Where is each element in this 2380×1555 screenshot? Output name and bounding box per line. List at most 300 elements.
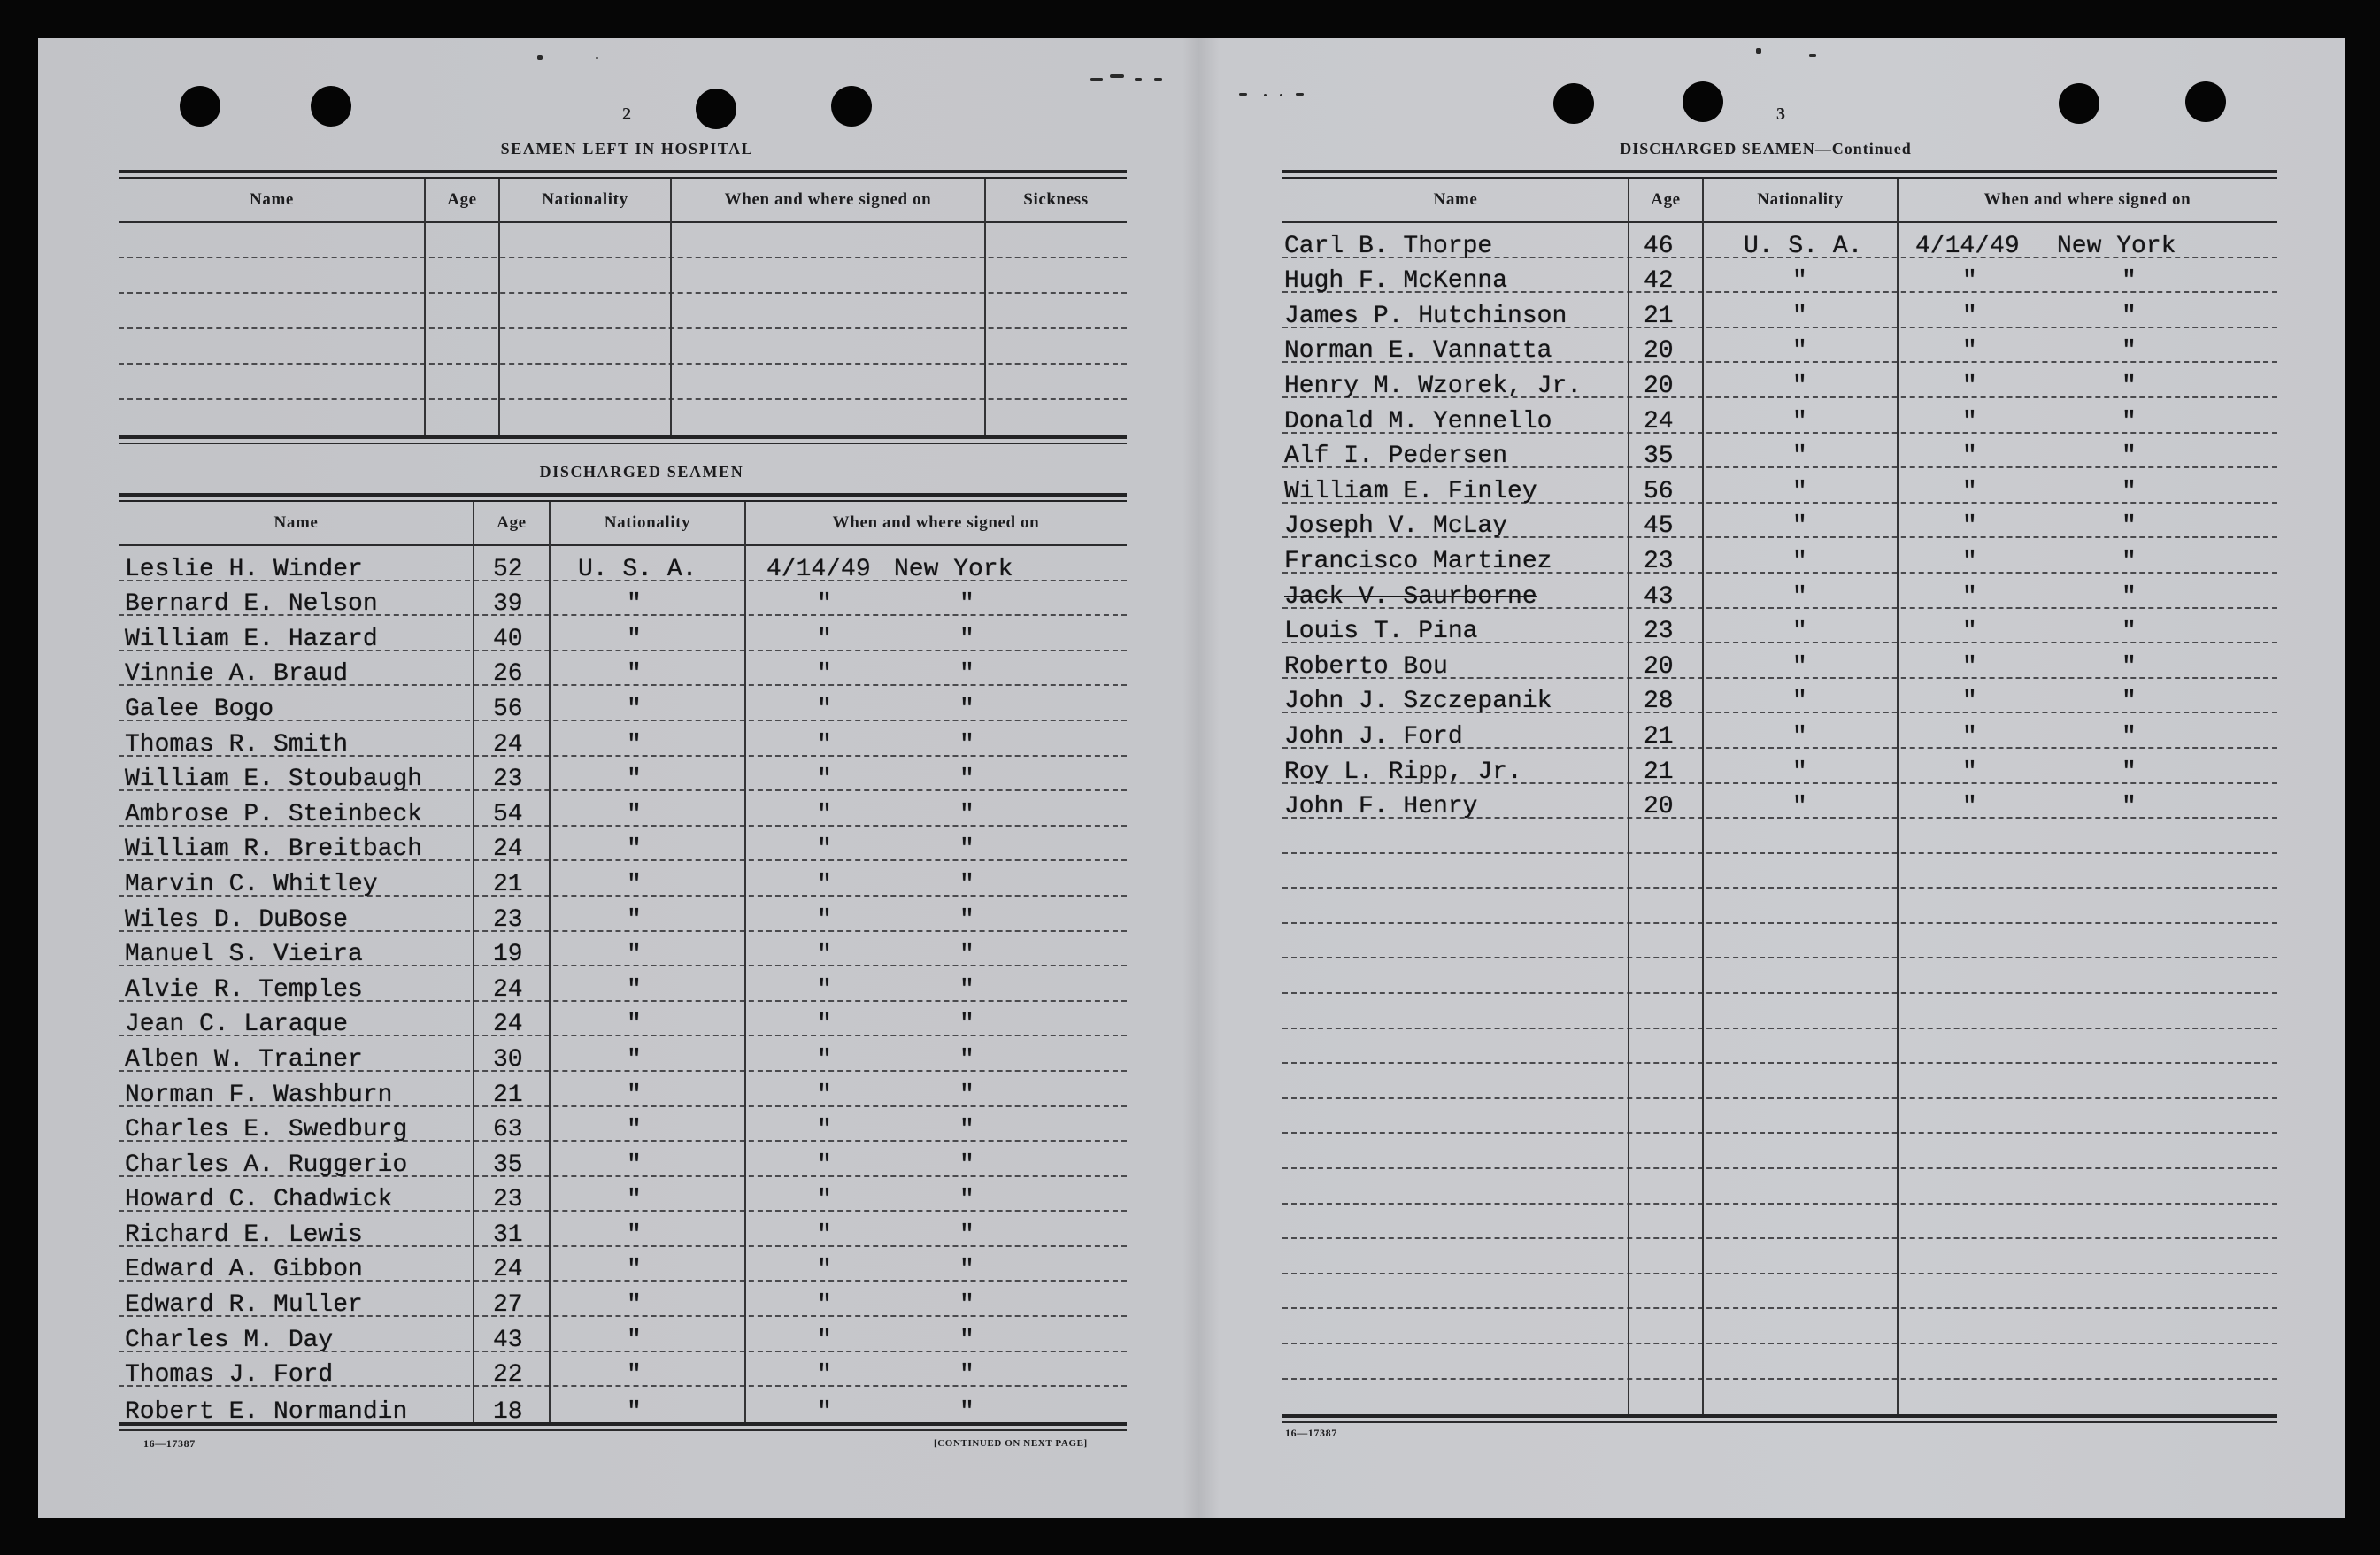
ditto-mark: ": [959, 1186, 974, 1214]
ditto-mark: ": [627, 975, 642, 1004]
seaman-age: 22: [493, 1361, 523, 1389]
ditto-mark: ": [817, 766, 832, 794]
seaman-age: 63: [493, 1116, 523, 1144]
blank-row: [119, 294, 1127, 329]
ditto-mark: ": [2122, 722, 2137, 751]
ditto-mark: ": [1792, 793, 1807, 821]
blank-row: [1282, 1064, 2277, 1099]
ditto-mark: ": [959, 905, 974, 934]
blank-row: [1282, 889, 2277, 924]
ditto-mark: ": [959, 1256, 974, 1284]
ditto-mark: ": [627, 660, 642, 689]
ditto-mark: ": [1962, 302, 1977, 330]
ditto-mark: ": [1792, 547, 1807, 575]
column-header-name: Name: [1433, 190, 1478, 209]
seaman-age: 23: [493, 1186, 523, 1214]
seaman-age: 54: [493, 800, 523, 828]
column-divider: [1628, 179, 1629, 1414]
seaman-age: 21: [493, 1081, 523, 1109]
scan-speck: [1135, 78, 1142, 81]
ditto-mark: ": [627, 800, 642, 828]
seaman-place: New York: [2057, 232, 2176, 260]
ditto-mark: ": [627, 1151, 642, 1179]
blank-row: [1282, 1134, 2277, 1169]
ditto-mark: ": [627, 1220, 642, 1249]
punch-hole: [180, 86, 220, 127]
table-bottom-rule: [119, 435, 1127, 444]
column-header-age: Age: [497, 513, 527, 532]
seaman-row: [1282, 574, 2277, 609]
seaman-row: [1282, 643, 2277, 679]
seaman-name: Robert E. Normandin: [125, 1397, 408, 1426]
ditto-mark: ": [817, 1291, 832, 1320]
blank-row: [1282, 1029, 2277, 1065]
punch-hole: [696, 89, 736, 129]
seaman-name: Charles M. Day: [125, 1326, 334, 1354]
blank-row: [1282, 1205, 2277, 1240]
blank-row: [119, 223, 1127, 258]
seaman-name: Carl B. Thorpe: [1284, 232, 1493, 260]
blank-row: [1282, 1099, 2277, 1135]
column-divider: [744, 502, 746, 1422]
seaman-row: [119, 1212, 1127, 1247]
seaman-name: Manuel S. Vieira: [125, 941, 363, 969]
seaman-row: [119, 1036, 1127, 1072]
ditto-mark: ": [1962, 267, 1977, 296]
seaman-age: 23: [1644, 547, 1674, 575]
ditto-mark: ": [817, 800, 832, 828]
seaman-age: 20: [1644, 337, 1674, 366]
ditto-mark: ": [1792, 722, 1807, 751]
ditto-mark: ": [2122, 547, 2137, 575]
punch-hole: [1553, 83, 1594, 124]
scan-speck: [1090, 78, 1103, 81]
seaman-row: [1282, 258, 2277, 294]
ditto-mark: ": [2122, 652, 2137, 681]
seaman-age: 27: [493, 1291, 523, 1320]
ditto-mark: ": [959, 1011, 974, 1039]
blank-row: [1282, 924, 2277, 959]
continued-note: [CONTINUED ON NEXT PAGE]: [934, 1438, 1088, 1449]
column-divider: [424, 179, 426, 435]
seaman-row: [1282, 468, 2277, 504]
ditto-mark: ": [817, 1220, 832, 1249]
seaman-row: [119, 966, 1127, 1002]
seaman-age: 56: [1644, 477, 1674, 505]
seaman-name: Vinnie A. Braud: [125, 660, 349, 689]
seaman-name: Norman F. Washburn: [125, 1081, 393, 1109]
ditto-mark: ": [2122, 443, 2137, 471]
ditto-mark: ": [959, 941, 974, 969]
column-divider: [984, 179, 986, 435]
ditto-mark: ": [1962, 407, 1977, 435]
ditto-mark: ": [627, 1081, 642, 1109]
ditto-mark: ": [2122, 512, 2137, 541]
ditto-mark: ": [627, 905, 642, 934]
ditto-mark: ": [817, 1326, 832, 1354]
ditto-mark: ": [959, 975, 974, 1004]
column-divider: [1702, 179, 1704, 1414]
seaman-date: 4/14/49: [766, 555, 871, 583]
ditto-mark: ": [1962, 547, 1977, 575]
seaman-name: Donald M. Yennello: [1284, 407, 1552, 435]
blank-row: [119, 365, 1127, 400]
ditto-mark: ": [1792, 443, 1807, 471]
scan-speck: [1264, 94, 1267, 96]
seaman-row: [119, 546, 1127, 581]
seaman-row: [1282, 363, 2277, 398]
ditto-mark: ": [959, 870, 974, 898]
seaman-row: [1282, 784, 2277, 820]
column-header-age: Age: [1651, 190, 1681, 209]
column-header-signed-on: When and where signed on: [724, 190, 932, 209]
ditto-mark: ": [1962, 372, 1977, 400]
seaman-name: William E. Hazard: [125, 625, 378, 653]
ditto-mark: ": [2122, 267, 2137, 296]
column-header-signed-on: When and where signed on: [832, 513, 1040, 532]
seaman-age: 35: [1644, 443, 1674, 471]
ditto-mark: ": [1962, 443, 1977, 471]
ditto-mark: ": [1962, 652, 1977, 681]
seaman-age: 24: [1644, 407, 1674, 435]
seaman-age: 31: [493, 1220, 523, 1249]
seaman-row: [119, 1107, 1127, 1143]
seaman-name: John J. Szczepanik: [1284, 688, 1552, 716]
table-body: [1282, 223, 2277, 1414]
seaman-age: 21: [1644, 758, 1674, 786]
ditto-mark: ": [817, 660, 832, 689]
column-divider: [473, 502, 474, 1422]
ditto-mark: ": [959, 835, 974, 864]
seaman-age: 28: [1644, 688, 1674, 716]
seaman-name: William R. Breitbach: [125, 835, 423, 864]
ditto-mark: ": [627, 1256, 642, 1284]
seaman-name: Alf I. Pedersen: [1284, 443, 1508, 471]
ditto-mark: ": [959, 1397, 974, 1426]
table-header-row: [1282, 179, 2277, 223]
seamen-left-in-hospital-table: [119, 170, 1127, 444]
ditto-mark: ": [817, 1116, 832, 1144]
ditto-mark: ": [959, 766, 974, 794]
seaman-name: Jack V. Saurborne: [1284, 582, 1537, 611]
seaman-name: Galee Bogo: [125, 695, 274, 723]
seaman-age: 43: [493, 1326, 523, 1354]
ditto-mark: ": [627, 1291, 642, 1320]
seaman-date: 4/14/49: [1915, 232, 2020, 260]
ditto-mark: ": [1792, 337, 1807, 366]
ditto-mark: ": [959, 730, 974, 758]
seaman-row: [1282, 538, 2277, 574]
blank-row: [119, 258, 1127, 294]
seaman-age: 26: [493, 660, 523, 689]
seaman-row: [1282, 713, 2277, 749]
ditto-mark: ": [817, 1045, 832, 1074]
seaman-row: [119, 1247, 1127, 1282]
ditto-mark: ": [959, 1081, 974, 1109]
seaman-name: Alben W. Trainer: [125, 1045, 363, 1074]
seaman-name: Thomas J. Ford: [125, 1361, 334, 1389]
seaman-age: 42: [1644, 267, 1674, 296]
seaman-place: New York: [894, 555, 1013, 583]
blank-row: [1282, 1309, 2277, 1344]
discharged-section-title: DISCHARGED SEAMEN: [539, 463, 744, 481]
seaman-name: Alvie R. Temples: [125, 975, 363, 1004]
seaman-nationality: U. S. A.: [578, 555, 697, 583]
seaman-name: Charles E. Swedburg: [125, 1116, 408, 1144]
punch-hole: [2185, 81, 2226, 122]
ditto-mark: ": [959, 1291, 974, 1320]
seaman-name: Hugh F. McKenna: [1284, 267, 1508, 296]
blank-row: [1282, 1274, 2277, 1310]
ditto-mark: ": [1792, 652, 1807, 681]
seaman-name: Thomas R. Smith: [125, 730, 349, 758]
seaman-row: [119, 932, 1127, 967]
seaman-row: [119, 616, 1127, 651]
seaman-age: 21: [493, 870, 523, 898]
seaman-name: Francisco Martinez: [1284, 547, 1552, 575]
ditto-mark: ": [817, 905, 832, 934]
column-header-name: Name: [250, 190, 294, 209]
seaman-age: 45: [1644, 512, 1674, 541]
ditto-mark: ": [1962, 582, 1977, 611]
ditto-mark: ": [817, 625, 832, 653]
seaman-age: 21: [1644, 722, 1674, 751]
seaman-row: [1282, 328, 2277, 364]
ditto-mark: ": [2122, 477, 2137, 505]
ditto-mark: ": [627, 1045, 642, 1074]
ditto-mark: ": [627, 941, 642, 969]
seaman-name: Norman E. Vannatta: [1284, 337, 1552, 366]
seaman-row: [119, 1072, 1127, 1107]
seaman-age: 39: [493, 590, 523, 619]
ditto-mark: ": [627, 1186, 642, 1214]
seaman-name: Ambrose P. Steinbeck: [125, 800, 423, 828]
seaman-name: Wiles D. DuBose: [125, 905, 349, 934]
ditto-mark: ": [959, 800, 974, 828]
seaman-name: William E. Stoubaugh: [125, 766, 423, 794]
seaman-name: Roberto Bou: [1284, 652, 1448, 681]
ditto-mark: ": [959, 1116, 974, 1144]
hospital-section-title: SEAMEN LEFT IN HOSPITAL: [500, 140, 754, 158]
seaman-row: [119, 721, 1127, 757]
ditto-mark: ": [627, 835, 642, 864]
seaman-name: John J. Ford: [1284, 722, 1463, 751]
seaman-age: 23: [1644, 618, 1674, 646]
seaman-name: Roy L. Ripp, Jr.: [1284, 758, 1522, 786]
seaman-row: [1282, 609, 2277, 644]
blank-row: [1282, 994, 2277, 1029]
ditto-mark: ": [1792, 582, 1807, 611]
ditto-mark: ": [2122, 793, 2137, 821]
seaman-name: Edward R. Muller: [125, 1291, 363, 1320]
ditto-mark: ": [2122, 407, 2137, 435]
table-header-row: [119, 179, 1127, 223]
column-divider: [670, 179, 672, 435]
ditto-mark: ": [1792, 688, 1807, 716]
seaman-row: [1282, 293, 2277, 328]
seaman-row: [1282, 223, 2277, 258]
seaman-name: Joseph V. McLay: [1284, 512, 1508, 541]
scan-speck: [1239, 93, 1247, 96]
seaman-name: Charles A. Ruggerio: [125, 1151, 408, 1179]
column-header-name: Name: [273, 513, 319, 532]
column-divider: [498, 179, 500, 435]
seaman-age: 20: [1644, 372, 1674, 400]
ditto-mark: ": [959, 1361, 974, 1389]
table-header-row: [119, 502, 1127, 546]
form-number: 16—17387: [1285, 1427, 1337, 1439]
seaman-row: [1282, 749, 2277, 784]
punch-hole: [2059, 83, 2099, 124]
ditto-mark: ": [817, 695, 832, 723]
ditto-mark: ": [817, 1186, 832, 1214]
ditto-mark: ": [817, 1256, 832, 1284]
seaman-age: 21: [1644, 302, 1674, 330]
ditto-mark: ": [1962, 337, 1977, 366]
seaman-name: James P. Hutchinson: [1284, 302, 1567, 330]
ditto-mark: ": [627, 870, 642, 898]
discharged-seamen-continued-table: [1282, 170, 2277, 1423]
seaman-name: Richard E. Lewis: [125, 1220, 363, 1249]
seaman-row: [1282, 398, 2277, 434]
ditto-mark: ": [817, 941, 832, 969]
seaman-name: Bernard E. Nelson: [125, 590, 378, 619]
punch-hole: [831, 86, 872, 127]
ditto-mark: ": [627, 590, 642, 619]
scan-speck: [1296, 93, 1304, 96]
ditto-mark: ": [959, 1151, 974, 1179]
seaman-row: [119, 827, 1127, 862]
seaman-name: Edward A. Gibbon: [125, 1256, 363, 1284]
seaman-row: [119, 1387, 1127, 1426]
punch-hole: [1683, 81, 1723, 122]
ditto-mark: ": [627, 766, 642, 794]
ditto-mark: ": [959, 1326, 974, 1354]
seaman-age: 40: [493, 625, 523, 653]
column-divider: [549, 502, 551, 1422]
ditto-mark: ": [959, 1220, 974, 1249]
seaman-row: [1282, 679, 2277, 714]
ditto-mark: ": [959, 590, 974, 619]
seaman-row: [119, 1142, 1127, 1177]
column-divider: [1897, 179, 1899, 1414]
scan-speck: [1154, 78, 1162, 81]
scan-speck: [1756, 48, 1761, 54]
form-number: 16—17387: [143, 1437, 196, 1450]
seaman-name: John F. Henry: [1284, 793, 1478, 821]
seaman-name: Louis T. Pina: [1284, 618, 1478, 646]
ditto-mark: ": [817, 730, 832, 758]
seaman-row: [119, 1177, 1127, 1212]
ditto-mark: ": [2122, 372, 2137, 400]
seaman-row: [119, 581, 1127, 617]
column-header-nationality: Nationality: [1757, 190, 1844, 209]
table-top-rule: [119, 493, 1127, 502]
discharged-continued-section-title: DISCHARGED SEAMEN—Continued: [1620, 140, 1912, 158]
ditto-mark: ": [1962, 512, 1977, 541]
seaman-name: Henry M. Wzorek, Jr.: [1284, 372, 1583, 400]
ditto-mark: ": [2122, 688, 2137, 716]
seaman-row: [119, 897, 1127, 932]
scan-speck: [596, 57, 598, 59]
ditto-mark: ": [1792, 372, 1807, 400]
seaman-name: Marvin C. Whitley: [125, 870, 378, 898]
column-header-nationality: Nationality: [542, 190, 628, 209]
seaman-name: Howard C. Chadwick: [125, 1186, 393, 1214]
ditto-mark: ": [1792, 512, 1807, 541]
seaman-name: William E. Finley: [1284, 477, 1537, 505]
ditto-mark: ": [1792, 758, 1807, 786]
seaman-row: [1282, 434, 2277, 469]
seaman-age: 19: [493, 941, 523, 969]
scan-speck: [1280, 94, 1282, 96]
blank-row: [1282, 854, 2277, 889]
page-number: 3: [1776, 104, 1785, 124]
seaman-row: [119, 1317, 1127, 1352]
ditto-mark: ": [627, 1011, 642, 1039]
ditto-mark: ": [627, 1361, 642, 1389]
ditto-mark: ": [1962, 758, 1977, 786]
ditto-mark: ": [1792, 477, 1807, 505]
seaman-age: 30: [493, 1045, 523, 1074]
seaman-age: 56: [493, 695, 523, 723]
ditto-mark: ": [817, 870, 832, 898]
blank-row: [119, 400, 1127, 435]
ditto-mark: ": [959, 695, 974, 723]
seaman-row: [1282, 504, 2277, 539]
seaman-age: 20: [1644, 652, 1674, 681]
blank-row: [1282, 819, 2277, 854]
column-header-age: Age: [447, 190, 477, 209]
blank-row: [1282, 1380, 2277, 1415]
ditto-mark: ": [1792, 302, 1807, 330]
seaman-age: 43: [1644, 582, 1674, 611]
ditto-mark: ": [817, 975, 832, 1004]
ditto-mark: ": [817, 590, 832, 619]
blank-row: [1282, 958, 2277, 994]
column-header-nationality: Nationality: [604, 513, 691, 532]
ditto-mark: ": [817, 1081, 832, 1109]
seaman-age: 52: [493, 555, 523, 583]
ditto-mark: ": [627, 1326, 642, 1354]
seaman-age: 46: [1644, 232, 1674, 260]
blank-row: [1282, 1239, 2277, 1274]
ditto-mark: ": [1962, 793, 1977, 821]
ditto-mark: ": [2122, 337, 2137, 366]
punch-hole: [311, 86, 351, 127]
scan-speck: [1110, 74, 1124, 78]
seaman-row: [119, 686, 1127, 721]
ditto-mark: ": [817, 1011, 832, 1039]
ditto-mark: ": [1792, 407, 1807, 435]
ditto-mark: ": [2122, 618, 2137, 646]
column-header-sickness: Sickness: [1023, 190, 1089, 209]
seaman-age: 35: [493, 1151, 523, 1179]
seaman-row: [119, 861, 1127, 897]
ditto-mark: ": [959, 1045, 974, 1074]
discharged-seamen-table: [119, 493, 1127, 1431]
seaman-row: [119, 1352, 1127, 1388]
table-body: [119, 223, 1127, 435]
blank-row: [119, 329, 1127, 365]
scan-speck: [537, 55, 543, 60]
ditto-mark: ": [2122, 758, 2137, 786]
ditto-mark: ": [817, 1151, 832, 1179]
ditto-mark: ": [959, 625, 974, 653]
seaman-name: Leslie H. Winder: [125, 555, 363, 583]
seaman-age: 24: [493, 975, 523, 1004]
seaman-age: 24: [493, 1256, 523, 1284]
